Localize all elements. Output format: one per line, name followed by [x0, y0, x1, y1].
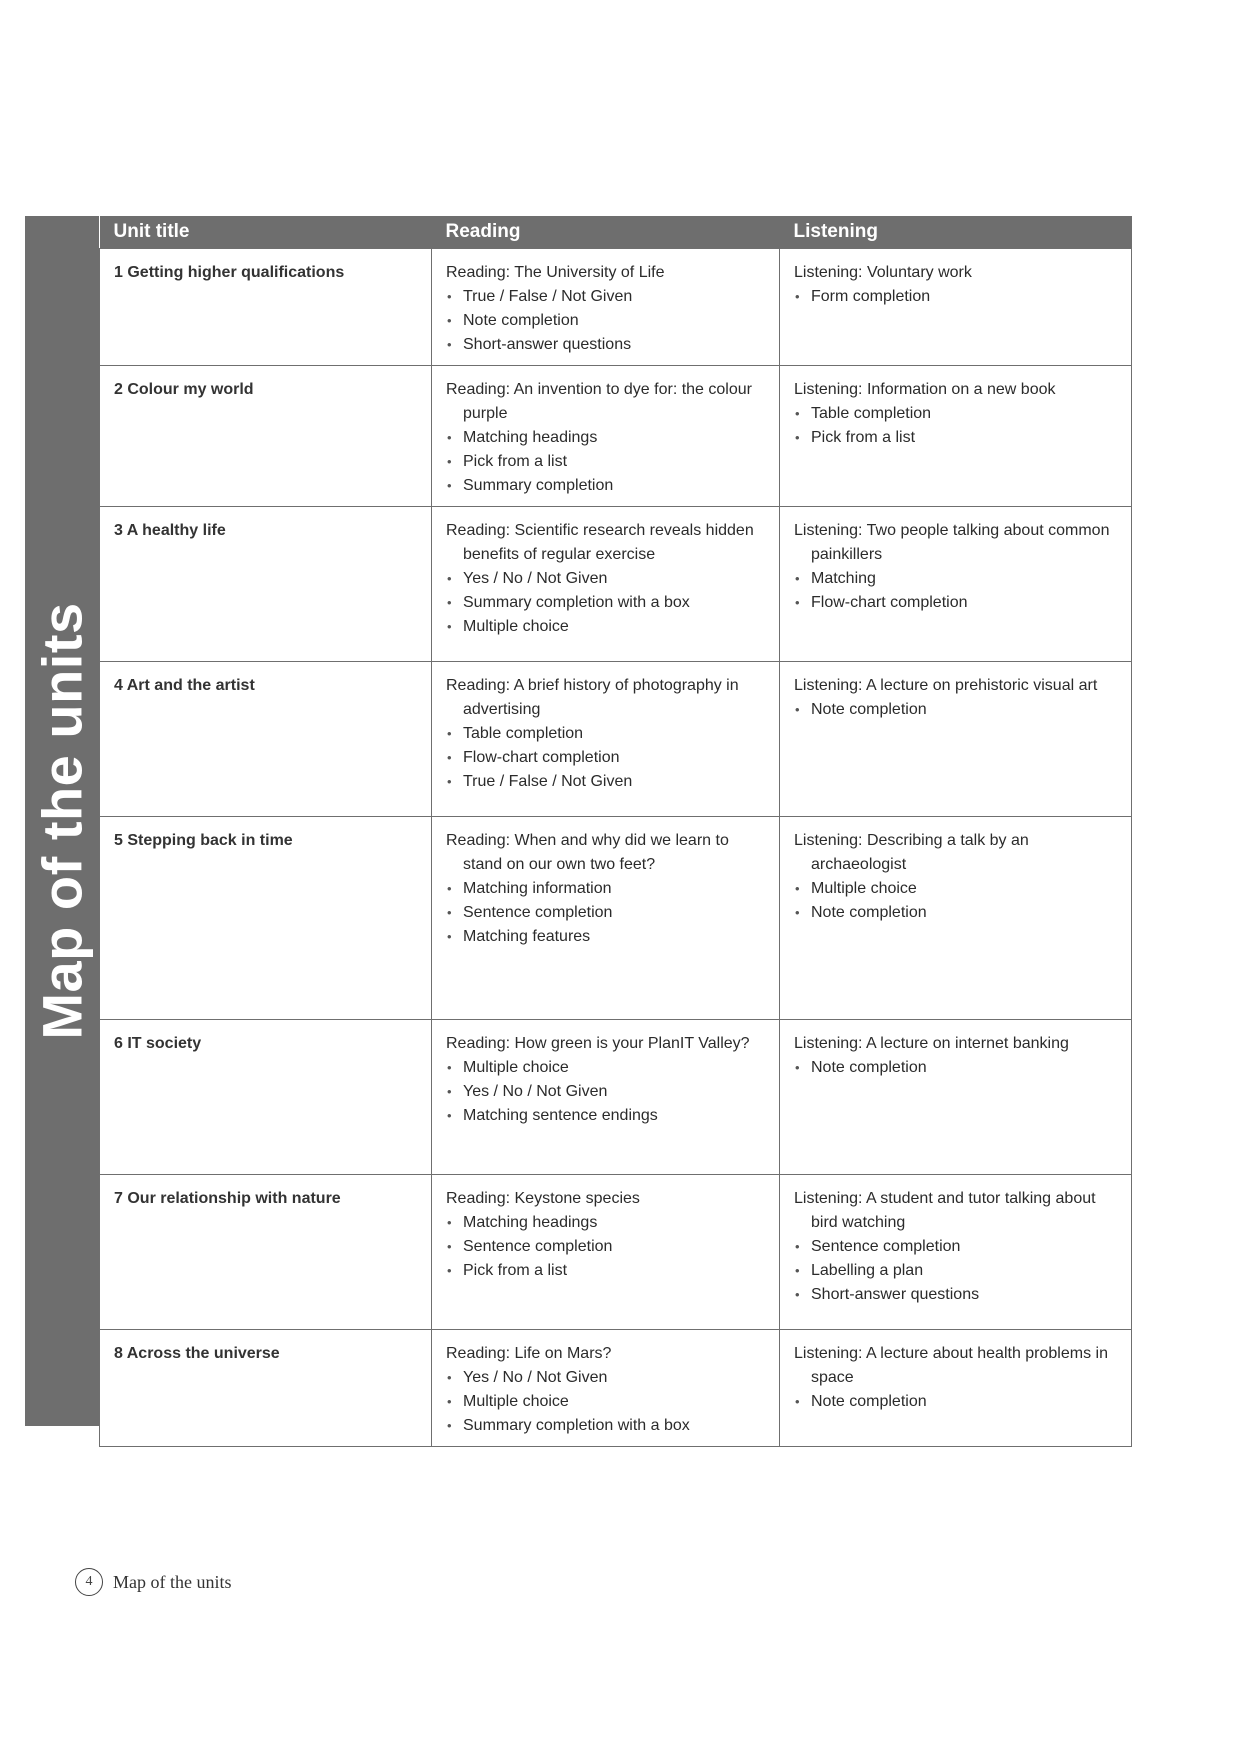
list-item: • Form completion: [794, 285, 1117, 309]
list-item: • Pick from a list: [446, 450, 765, 474]
reading-cell: [432, 662, 780, 817]
list-item: • Summary completion with a box: [446, 591, 765, 615]
reading-task-list: [446, 567, 765, 639]
unit-title-cell: 6 IT society: [100, 1020, 432, 1175]
unit-title-cell: 3 A healthy life: [100, 507, 432, 662]
listening-task-list: [794, 1056, 1117, 1080]
list-item: • Table completion: [794, 402, 1117, 426]
list-item: • Note completion: [446, 309, 765, 333]
listening-title: Listening: Voluntary work: [794, 264, 972, 281]
list-item: • True / False / Not Given: [446, 285, 765, 309]
listening-cell: [780, 1175, 1132, 1330]
list-item: • True / False / Not Given: [446, 770, 765, 794]
reading-cell: [432, 507, 780, 662]
table-row: [100, 817, 1132, 1020]
list-item: • Yes / No / Not Given: [446, 1366, 765, 1390]
unit-title-cell: 4 Art and the artist: [100, 662, 432, 817]
list-item: • Multiple choice: [446, 1056, 765, 1080]
reading-title: Reading: Scientific research reveals hidden benefits of regular exercise: [446, 522, 754, 563]
listening-title: Listening: A lecture about health problems in space: [794, 1345, 1108, 1386]
page-footer: [75, 1568, 232, 1596]
reading-cell: [432, 1330, 780, 1447]
list-item: • Matching: [794, 567, 1117, 591]
list-item: • Pick from a list: [446, 1259, 765, 1283]
list-item: • Sentence completion: [446, 1235, 765, 1259]
reading-cell: [432, 817, 780, 1020]
unit-title-cell: 5 Stepping back in time: [100, 817, 432, 1020]
listening-task-list: [794, 285, 1117, 309]
listening-cell: [780, 817, 1132, 1020]
listening-task-list: [794, 402, 1117, 450]
list-item: • Table completion: [446, 722, 765, 746]
reading-cell: [432, 1020, 780, 1175]
list-item: • Summary completion: [446, 474, 765, 498]
list-item: • Yes / No / Not Given: [446, 567, 765, 591]
reading-task-list: [446, 1211, 765, 1283]
table-row: [100, 662, 1132, 817]
footer-label: Map of the units: [113, 1571, 232, 1592]
unit-title-cell: 7 Our relationship with nature: [100, 1175, 432, 1330]
listening-cell: [780, 1020, 1132, 1175]
reading-cell: [432, 1175, 780, 1330]
list-item: • Short-answer questions: [794, 1283, 1117, 1307]
listening-cell: [780, 366, 1132, 507]
listening-title: Listening: A student and tutor talking about bird watching: [794, 1190, 1096, 1231]
reading-task-list: [446, 722, 765, 794]
header-reading: Reading: [432, 216, 780, 249]
table-row: [100, 1020, 1132, 1175]
reading-task-list: [446, 877, 765, 949]
list-item: • Note completion: [794, 901, 1117, 925]
list-item: • Sentence completion: [446, 901, 765, 925]
page-number-badge: 4: [75, 1568, 103, 1596]
unit-title-cell: 1 Getting higher qualifications: [100, 249, 432, 366]
reading-cell: [432, 366, 780, 507]
list-item: • Flow-chart completion: [794, 591, 1117, 615]
side-title: Map of the units: [30, 602, 94, 1040]
table-row: [100, 366, 1132, 507]
listening-task-list: [794, 1235, 1117, 1307]
list-item: • Sentence completion: [794, 1235, 1117, 1259]
listening-cell: [780, 507, 1132, 662]
listening-task-list: [794, 567, 1117, 615]
reading-title: Reading: How green is your PlanIT Valley?: [446, 1035, 750, 1052]
list-item: • Matching information: [446, 877, 765, 901]
list-item: • Pick from a list: [794, 426, 1117, 450]
reading-task-list: [446, 285, 765, 357]
listening-cell: [780, 249, 1132, 366]
listening-task-list: [794, 1390, 1117, 1414]
table-row: [100, 1330, 1132, 1447]
reading-task-list: [446, 1366, 765, 1438]
reading-title: Reading: Keystone species: [446, 1190, 640, 1207]
listening-cell: [780, 1330, 1132, 1447]
reading-task-list: [446, 1056, 765, 1128]
list-item: • Flow-chart completion: [446, 746, 765, 770]
reading-cell: [432, 249, 780, 366]
list-item: • Note completion: [794, 698, 1117, 722]
reading-task-list: [446, 426, 765, 498]
list-item: • Yes / No / Not Given: [446, 1080, 765, 1104]
reading-title: Reading: The University of Life: [446, 264, 665, 281]
list-item: • Summary completion with a box: [446, 1414, 765, 1438]
list-item: • Multiple choice: [794, 877, 1117, 901]
reading-title: Reading: Life on Mars?: [446, 1345, 612, 1362]
unit-title-cell: 8 Across the universe: [100, 1330, 432, 1447]
list-item: • Short-answer questions: [446, 333, 765, 357]
table-header-row: [100, 216, 1132, 249]
listening-cell: [780, 662, 1132, 817]
header-listening: Listening: [780, 216, 1132, 249]
reading-title: Reading: A brief history of photography in advertising: [446, 677, 739, 718]
list-item: • Note completion: [794, 1056, 1117, 1080]
listening-task-list: [794, 877, 1117, 925]
listening-task-list: [794, 698, 1117, 722]
list-item: • Matching headings: [446, 1211, 765, 1235]
reading-title: Reading: When and why did we learn to stand on our own two feet?: [446, 832, 729, 873]
unit-title-cell: 2 Colour my world: [100, 366, 432, 507]
listening-title: Listening: A lecture on internet banking: [794, 1035, 1069, 1052]
reading-title: Reading: An invention to dye for: the colour purple: [446, 381, 752, 422]
table-row: [100, 249, 1132, 366]
list-item: • Matching sentence endings: [446, 1104, 765, 1128]
list-item: • Multiple choice: [446, 615, 765, 639]
list-item: • Matching headings: [446, 426, 765, 450]
list-item: • Multiple choice: [446, 1390, 765, 1414]
listening-title: Listening: Two people talking about common painkillers: [794, 522, 1110, 563]
table-row: [100, 507, 1132, 662]
list-item: • Labelling a plan: [794, 1259, 1117, 1283]
list-item: • Matching features: [446, 925, 765, 949]
listening-title: Listening: Describing a talk by an archaeologist: [794, 832, 1029, 873]
listening-title: Listening: A lecture on prehistoric visual art: [794, 677, 1098, 694]
list-item: • Note completion: [794, 1390, 1117, 1414]
header-unit-title: Unit title: [100, 216, 432, 249]
table-row: [100, 1175, 1132, 1330]
listening-title: Listening: Information on a new book: [794, 381, 1056, 398]
units-table: [99, 216, 1132, 1447]
